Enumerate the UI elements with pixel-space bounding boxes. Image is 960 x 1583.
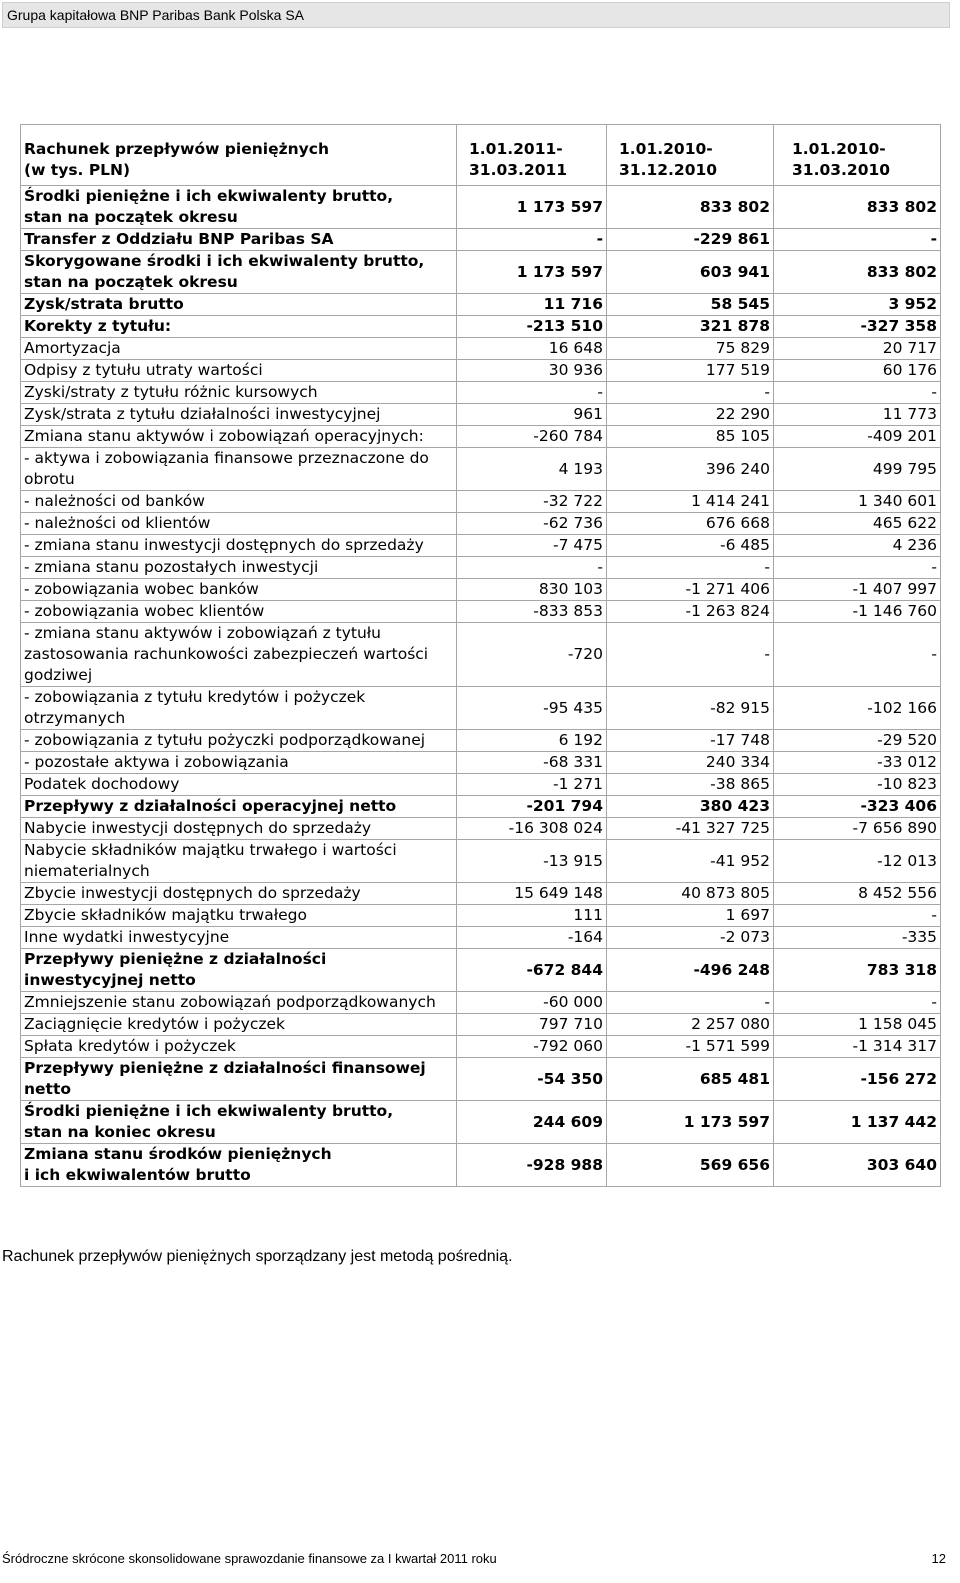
row-value: -95 435 <box>457 687 607 730</box>
row-value: - <box>607 992 774 1014</box>
row-value: - <box>607 557 774 579</box>
table-row <box>21 491 941 513</box>
row-value: 685 481 <box>607 1058 774 1101</box>
row-value: 75 829 <box>607 338 774 360</box>
row-value: 1 158 045 <box>774 1014 941 1036</box>
table-row <box>21 338 941 360</box>
row-value: -1 271 <box>457 774 607 796</box>
row-value: -335 <box>774 927 941 949</box>
table-row <box>21 601 941 623</box>
row-value: -1 571 599 <box>607 1036 774 1058</box>
row-value: -201 794 <box>457 796 607 818</box>
row-label: Transfer z Oddziału BNP Paribas SA <box>21 229 457 251</box>
row-label: Skorygowane środki i ich ekwiwalenty brutto, stan na początek okresu <box>21 251 457 294</box>
row-value: -1 314 317 <box>774 1036 941 1058</box>
table-row <box>21 949 941 992</box>
row-value: 380 423 <box>607 796 774 818</box>
row-value: -496 248 <box>607 949 774 992</box>
row-value: 11 716 <box>457 294 607 316</box>
table-row <box>21 535 941 557</box>
row-value: - <box>774 992 941 1014</box>
row-value: -54 350 <box>457 1058 607 1101</box>
table-header-row <box>21 125 941 186</box>
table-row <box>21 752 941 774</box>
row-value: -62 736 <box>457 513 607 535</box>
row-value: 8 452 556 <box>774 883 941 905</box>
row-value: 1 340 601 <box>774 491 941 513</box>
row-value: 1 697 <box>607 905 774 927</box>
row-value: 833 802 <box>774 186 941 229</box>
row-value: 16 648 <box>457 338 607 360</box>
row-label: Przepływy pieniężne z działalności finansowej netto <box>21 1058 457 1101</box>
row-value: -32 722 <box>457 491 607 513</box>
row-value: -17 748 <box>607 730 774 752</box>
row-value: - <box>774 905 941 927</box>
row-label: Przepływy pieniężne z działalności inwestycyjnej netto <box>21 949 457 992</box>
row-value: -29 520 <box>774 730 941 752</box>
table-row <box>21 426 941 448</box>
column-header-fy-2010: 1.01.2010- 31.12.2010 <box>607 125 774 186</box>
table-row <box>21 687 941 730</box>
table-row <box>21 1101 941 1144</box>
table-row <box>21 730 941 752</box>
row-value: -60 000 <box>457 992 607 1014</box>
row-value: 40 873 805 <box>607 883 774 905</box>
row-value: -1 407 997 <box>774 579 941 601</box>
row-value: -41 327 725 <box>607 818 774 840</box>
row-value: 1 137 442 <box>774 1101 941 1144</box>
row-label: - pozostałe aktywa i zobowiązania <box>21 752 457 774</box>
table-row <box>21 1144 941 1187</box>
row-value: -327 358 <box>774 316 941 338</box>
table-row <box>21 294 941 316</box>
table-row <box>21 251 941 294</box>
row-value: - <box>774 229 941 251</box>
row-value: 321 878 <box>607 316 774 338</box>
row-value: -1 146 760 <box>774 601 941 623</box>
row-label: Zaciągnięcie kredytów i pożyczek <box>21 1014 457 1036</box>
table-row <box>21 818 941 840</box>
row-value: 177 519 <box>607 360 774 382</box>
row-value: 85 105 <box>607 426 774 448</box>
table-row <box>21 513 941 535</box>
row-value: 603 941 <box>607 251 774 294</box>
row-value: -33 012 <box>774 752 941 774</box>
table-row <box>21 774 941 796</box>
column-header-q1-2011: 1.01.2011- 31.03.2011 <box>457 125 607 186</box>
row-label: Zmniejszenie stanu zobowiązań podporządkowanych <box>21 992 457 1014</box>
row-value: - <box>774 557 941 579</box>
row-value: - <box>457 557 607 579</box>
row-value: -260 784 <box>457 426 607 448</box>
row-label: - należności od klientów <box>21 513 457 535</box>
row-label: Korekty z tytułu: <box>21 316 457 338</box>
table-row <box>21 186 941 229</box>
table-row <box>21 840 941 883</box>
row-label: Zmiana stanu środków pieniężnych i ich ekwiwalentów brutto <box>21 1144 457 1187</box>
row-value: -1 263 824 <box>607 601 774 623</box>
row-label: - zobowiązania z tytułu kredytów i pożyczek otrzymanych <box>21 687 457 730</box>
row-value: 833 802 <box>607 186 774 229</box>
row-value: 1 173 597 <box>457 186 607 229</box>
row-value: 30 936 <box>457 360 607 382</box>
table-row <box>21 382 941 404</box>
column-header-q1-2010: 1.01.2010- 31.03.2010 <box>774 125 941 186</box>
row-value: -13 915 <box>457 840 607 883</box>
row-value: 961 <box>457 404 607 426</box>
row-value: -672 844 <box>457 949 607 992</box>
row-label: - należności od banków <box>21 491 457 513</box>
row-value: -229 861 <box>607 229 774 251</box>
row-label: Zbycie składników majątku trwałego <box>21 905 457 927</box>
row-label: Przepływy z działalności operacyjnej netto <box>21 796 457 818</box>
row-label: Zbycie inwestycji dostępnych do sprzedaży <box>21 883 457 905</box>
table-row <box>21 404 941 426</box>
row-label: Spłata kredytów i pożyczek <box>21 1036 457 1058</box>
row-value: 60 176 <box>774 360 941 382</box>
row-label: - aktywa i zobowiązania finansowe przeznaczone do obrotu <box>21 448 457 491</box>
table-row <box>21 316 941 338</box>
row-value: -82 915 <box>607 687 774 730</box>
row-value: -41 952 <box>607 840 774 883</box>
table-row <box>21 796 941 818</box>
row-value: -16 308 024 <box>457 818 607 840</box>
row-value: 22 290 <box>607 404 774 426</box>
footer-text: Śródroczne skrócone skonsolidowane sprawozdanie finansowe za I kwartał 2011 roku <box>2 1551 497 1566</box>
row-value: 6 192 <box>457 730 607 752</box>
row-value: -409 201 <box>774 426 941 448</box>
table-row <box>21 448 941 491</box>
row-label: Podatek dochodowy <box>21 774 457 796</box>
row-value: 303 640 <box>774 1144 941 1187</box>
method-note: Rachunek przepływów pieniężnych sporządzany jest metodą pośrednią. <box>2 1248 513 1265</box>
row-value: 111 <box>457 905 607 927</box>
row-value: -1 271 406 <box>607 579 774 601</box>
row-value: -2 073 <box>607 927 774 949</box>
row-value: 4 193 <box>457 448 607 491</box>
row-value: -68 331 <box>457 752 607 774</box>
row-value: -7 656 890 <box>774 818 941 840</box>
row-value: 499 795 <box>774 448 941 491</box>
row-label: - zmiana stanu inwestycji dostępnych do sprzedaży <box>21 535 457 557</box>
row-value: - <box>457 229 607 251</box>
row-value: -928 988 <box>457 1144 607 1187</box>
table-row <box>21 360 941 382</box>
row-value: 797 710 <box>457 1014 607 1036</box>
table-row <box>21 1014 941 1036</box>
table-row <box>21 1058 941 1101</box>
table-title-line1: Rachunek przepływów pieniężnych <box>24 140 329 158</box>
row-value: 676 668 <box>607 513 774 535</box>
row-label: Odpisy z tytułu utraty wartości <box>21 360 457 382</box>
row-value: 20 717 <box>774 338 941 360</box>
row-value: 833 802 <box>774 251 941 294</box>
row-label: Środki pieniężne i ich ekwiwalenty brutto, stan na koniec okresu <box>21 1101 457 1144</box>
row-value: 11 773 <box>774 404 941 426</box>
document-header-bar <box>2 2 950 28</box>
table-title <box>21 125 457 186</box>
row-value: 4 236 <box>774 535 941 557</box>
table-row <box>21 623 941 687</box>
row-value: -720 <box>457 623 607 687</box>
row-label: Nabycie składników majątku trwałego i wartości niematerialnych <box>21 840 457 883</box>
row-label: Środki pieniężne i ich ekwiwalenty brutto, stan na początek okresu <box>21 186 457 229</box>
row-value: - <box>774 623 941 687</box>
row-label: Inne wydatki inwestycyjne <box>21 927 457 949</box>
row-value: -38 865 <box>607 774 774 796</box>
row-value: 15 649 148 <box>457 883 607 905</box>
row-value: 240 334 <box>607 752 774 774</box>
row-label: Zysk/strata brutto <box>21 294 457 316</box>
row-value: -156 272 <box>774 1058 941 1101</box>
row-value: - <box>457 382 607 404</box>
row-value: 569 656 <box>607 1144 774 1187</box>
row-value: 1 173 597 <box>457 251 607 294</box>
table-row <box>21 992 941 1014</box>
row-value: 1 414 241 <box>607 491 774 513</box>
row-value: -102 166 <box>774 687 941 730</box>
row-label: - zmiana stanu pozostałych inwestycji <box>21 557 457 579</box>
table-row <box>21 557 941 579</box>
page-number: 12 <box>931 1551 946 1566</box>
row-value: -792 060 <box>457 1036 607 1058</box>
row-label: - zmiana stanu aktywów i zobowiązań z tytułu zastosowania rachunkowości zabezpieczeń wartości godziwej <box>21 623 457 687</box>
row-value: - <box>774 382 941 404</box>
row-value: 783 318 <box>774 949 941 992</box>
table-row <box>21 229 941 251</box>
row-value: 58 545 <box>607 294 774 316</box>
row-label: Zysk/strata z tytułu działalności inwestycyjnej <box>21 404 457 426</box>
row-label: - zobowiązania z tytułu pożyczki podporządkowanej <box>21 730 457 752</box>
table-row <box>21 927 941 949</box>
document-header-title: Grupa kapitałowa BNP Paribas Bank Polska SA <box>7 7 305 23</box>
row-label: - zobowiązania wobec banków <box>21 579 457 601</box>
row-label: - zobowiązania wobec klientów <box>21 601 457 623</box>
row-value: -164 <box>457 927 607 949</box>
row-label: Nabycie inwestycji dostępnych do sprzedaży <box>21 818 457 840</box>
row-label: Zmiana stanu aktywów i zobowiązań operacyjnych: <box>21 426 457 448</box>
table-row <box>21 579 941 601</box>
row-value: 1 173 597 <box>607 1101 774 1144</box>
row-value: 244 609 <box>457 1101 607 1144</box>
row-value: 830 103 <box>457 579 607 601</box>
row-value: 465 622 <box>774 513 941 535</box>
row-value: 2 257 080 <box>607 1014 774 1036</box>
table-row <box>21 883 941 905</box>
table-title-line2: (w tys. PLN) <box>24 161 131 179</box>
row-value: -833 853 <box>457 601 607 623</box>
row-value: - <box>607 382 774 404</box>
table-row <box>21 1036 941 1058</box>
row-value: -7 475 <box>457 535 607 557</box>
table-row <box>21 905 941 927</box>
row-value: -12 013 <box>774 840 941 883</box>
row-value: -6 485 <box>607 535 774 557</box>
row-value: -323 406 <box>774 796 941 818</box>
row-value: -213 510 <box>457 316 607 338</box>
row-value: 396 240 <box>607 448 774 491</box>
cash-flow-table <box>20 124 941 1187</box>
row-value: - <box>607 623 774 687</box>
row-value: -10 823 <box>774 774 941 796</box>
row-value: 3 952 <box>774 294 941 316</box>
row-label: Amortyzacja <box>21 338 457 360</box>
row-label: Zyski/straty z tytułu różnic kursowych <box>21 382 457 404</box>
